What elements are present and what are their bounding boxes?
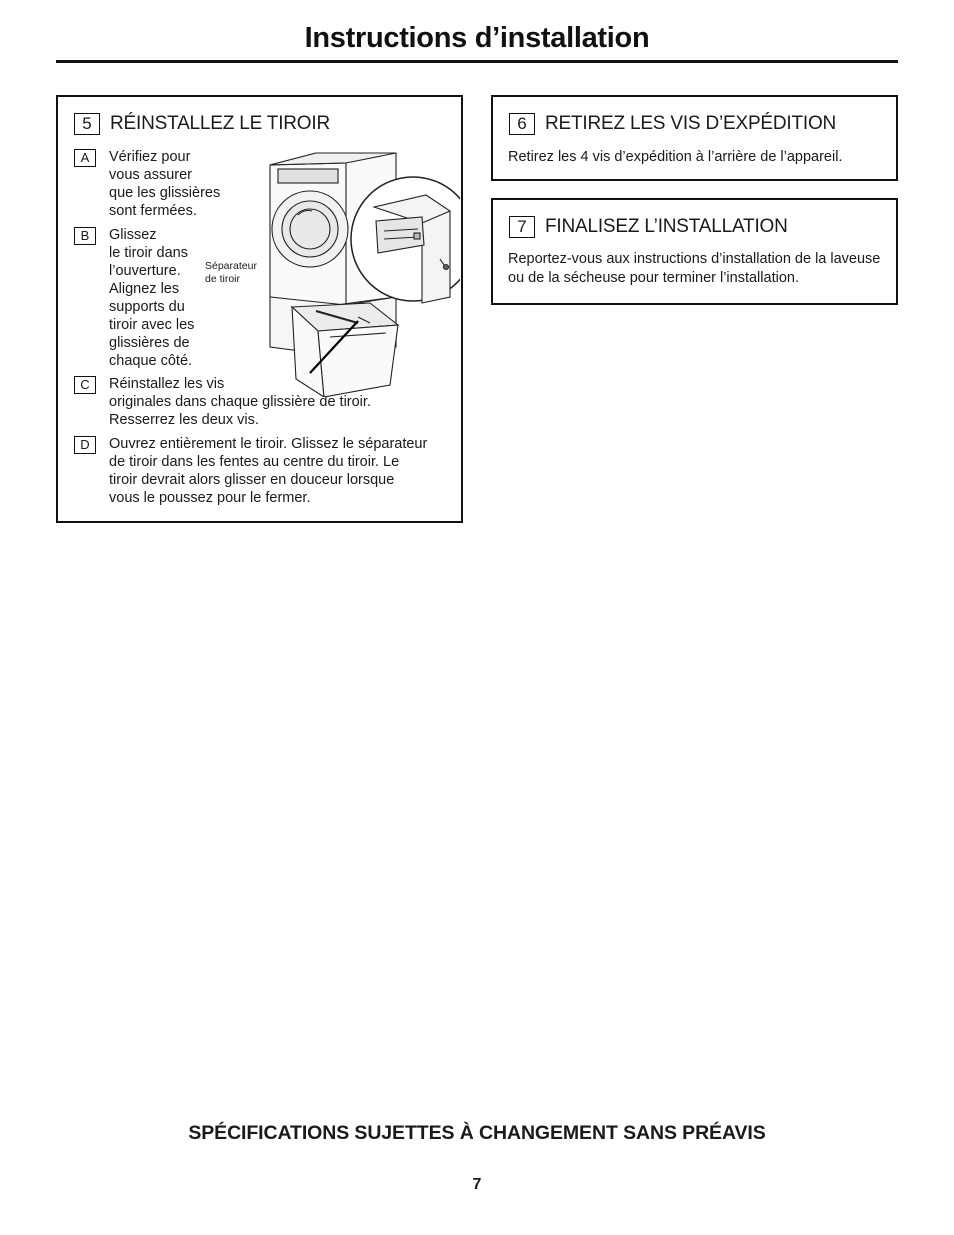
step-5-title: RÉINSTALLEZ LE TIROIR [110,113,330,134]
step-7-header [509,216,788,238]
page-title: Instructions d’installation [304,22,650,54]
item-letter: C [74,376,96,394]
step-5-header [74,113,330,135]
item-letter: B [74,227,96,245]
drawer-illustration [258,147,460,397]
item-text: Ouvrez entièrement le tiroir. Glissez le séparateur de tiroir dans les fentes au centre du tiroir. Le tiroir devrait alors glisser en douceur lorsque vous le poussez pour le fermer. [109,436,428,506]
step-5-panel [56,95,463,523]
drawer-divider-callout: Séparateur de tiroir [205,260,257,285]
item-text: Vérifiez pour vous assurer que les glissières sont fermées. [109,149,221,219]
step-6-number: 6 [509,113,535,135]
step-5-number: 5 [74,113,100,135]
title-divider [56,60,898,63]
item-text: Réinstallez les vis originales dans chaque glissière de tiroir. Resserrez les deux vis. [109,376,371,428]
item-letter: A [74,149,96,167]
step-7-panel [491,198,898,305]
step-6-text: Retirez les 4 vis d’expédition à l’arrière de l’appareil. [508,149,843,165]
step-7-text: Reportez-vous aux instructions d’installation de la laveuse ou de la sécheuse pour terminer l’installation. [508,251,881,286]
step-7-title: FINALISEZ L’INSTALLATION [545,216,788,237]
step-7-number: 7 [509,216,535,238]
item-text: Glissez le tiroir dans l’ouverture. Alignez les supports du tiroir avec les glissières de chaque côté. [109,227,195,369]
step-6-header [509,113,836,135]
page-number: 7 [472,1176,482,1193]
item-letter: D [74,436,96,454]
step-6-title: RETIREZ LES VIS D’EXPÉDITION [545,113,837,134]
step-6-panel [491,95,898,181]
specifications-notice: SPÉCIFICATIONS SUJETTES À CHANGEMENT SANS PRÉAVIS [188,1122,766,1144]
